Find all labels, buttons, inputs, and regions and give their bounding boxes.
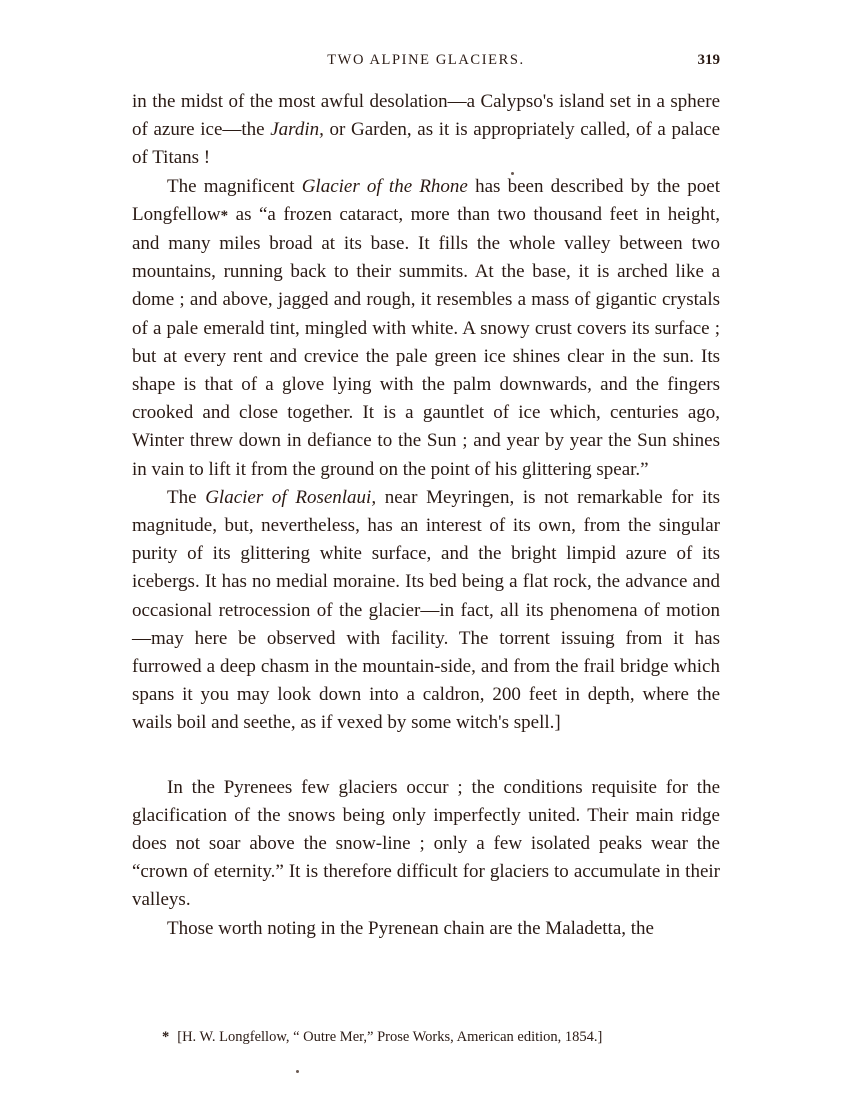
page-number: 319 bbox=[697, 52, 720, 68]
paragraph-rosenlaui-glacier: The Glacier of Rosenlaui, near Meyringen, is not remarkable for its magnitude, but, nevertheless, has an interest of its own, from the singular purity of its glittering white surface, and the bright limpid azure of its icebergs. It has no medial moraine. Its bed being a flat rock, the advance and occasional retrocession of the glacier—in fact, all its phenomena of motion—may here be observed with facility. The torrent issuing from it has furrowed a deep chasm in the mountain-side, and from the frail bridge which spans it you may look down into a caldron, 200 feet in depth, where the wails boil and seethe, as if vexed by some witch's spell.] bbox=[132, 486, 720, 734]
section-gap bbox=[132, 738, 720, 774]
paragraph-pyrenees: In the Pyrenees few glaciers occur ; the conditions requisite for the glacification of the snows being only imperfectly united. Their main ridge does not soar above the snow-line ; only a few isolated peaks wear the “crown of eternity.” It is therefore difficult for glaciers to accumulate in their valleys. bbox=[132, 776, 720, 911]
jardin-emphasis: Jardin, bbox=[270, 119, 324, 141]
footnote bbox=[162, 1027, 722, 1047]
footnote-text: [H. W. Longfellow, “ Outre Mer,” Prose Works, American edition, 1854.] bbox=[177, 1029, 603, 1045]
footnote-reference-mark: * bbox=[220, 207, 229, 224]
paper-speck bbox=[296, 1070, 299, 1073]
paragraph-rhone-glacier: The magnificent Glacier of the Rhone has been described by the poet Longfellow* as “a frozen cataract, more than two thousand feet in height, and many miles broad at its base. It fills the whole valley between two mountains, running back to their summits. At the base, it is arched like a dome ; and above, jagged and rough, it resembles a mass of gigantic crystals of a pale emerald tint, mingled with white. A snowy crust covers its surface ; but at every rent and crevice the pale green ice shines clear in the sun. Its shape is that of a glove lying with the palm downwards, and the fingers crooked and close together. It is a gauntlet of ice which, centuries ago, Winter threw down in defiance to the Sun ; and year by year the Sun shines in vain to lift it from the ground on the point of his glittering spear.” bbox=[132, 175, 721, 480]
body-text bbox=[132, 88, 720, 943]
running-head bbox=[132, 52, 720, 74]
rosenlaui-glacier-emphasis: Glacier of Rosenlaui, bbox=[205, 486, 377, 508]
rhone-glacier-emphasis: Glacier of the Rhone bbox=[301, 175, 468, 197]
paper-speck bbox=[511, 172, 514, 175]
paragraph-pyrenean-chain: Those worth noting in the Pyrenean chain are the Maladetta, the bbox=[167, 917, 654, 939]
paragraph-calypso: in the midst of the most awful desolation—a Calypso's island set in a sphere of azure ice—the Jardin, or Garden, as it is appropriately called, of a palace of Titans ! bbox=[132, 91, 721, 169]
footnote-marker: * bbox=[162, 1029, 170, 1045]
running-title: TWO ALPINE GLACIERS. bbox=[327, 52, 525, 68]
